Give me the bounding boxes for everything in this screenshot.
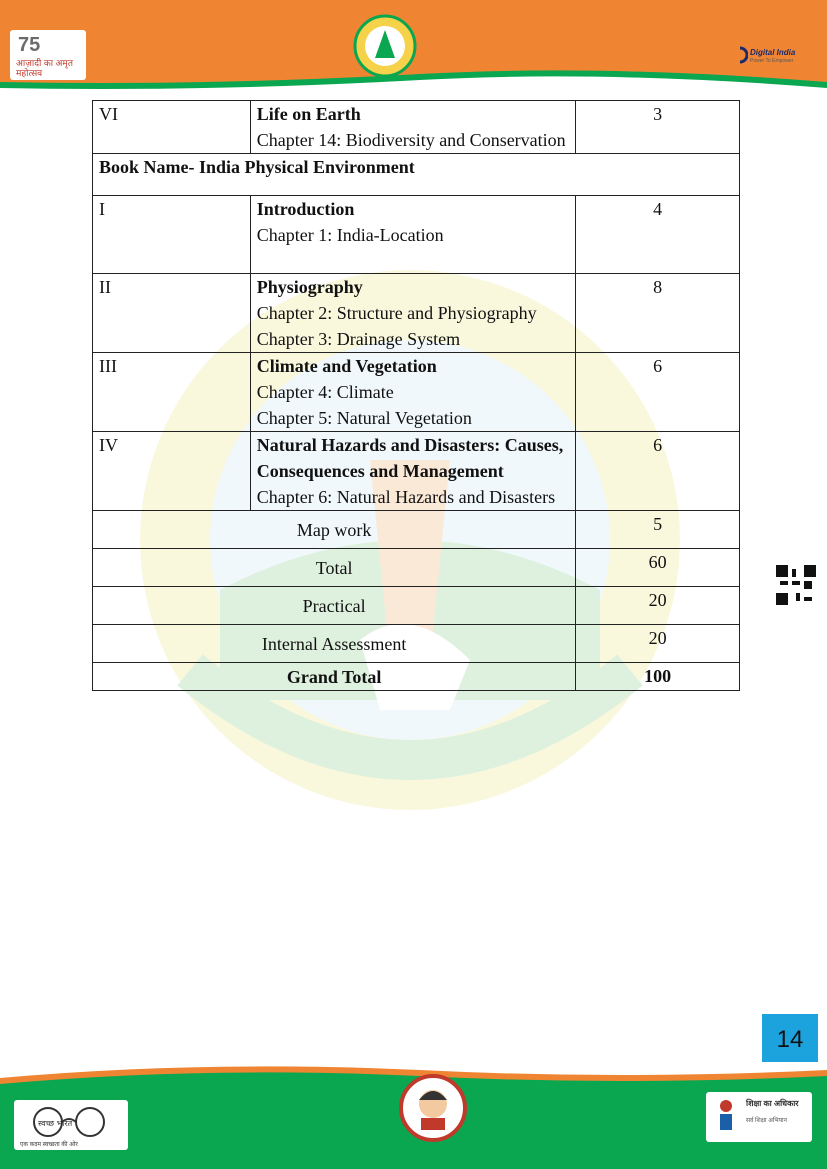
- summary-marks: 5: [576, 511, 740, 549]
- book-name: Book Name- India Physical Environment: [99, 157, 415, 177]
- summary-label: Practical: [93, 587, 576, 625]
- header-band: [0, 0, 827, 100]
- table-row: [93, 154, 740, 196]
- marks-cell: 4: [576, 196, 740, 274]
- chapter-text: Chapter 6: Natural Hazards and Disasters: [256, 487, 556, 507]
- swachh-bharat-logo: [14, 1100, 128, 1150]
- chapter-text: Chapter 3: Drainage System: [256, 329, 461, 349]
- table-row: [93, 432, 740, 511]
- unit-title: Life on Earth: [256, 104, 361, 124]
- marks-cell: 3: [576, 101, 740, 154]
- content-cell: [250, 432, 576, 511]
- chapter-text: Chapter 1: India-Location: [256, 225, 444, 245]
- table-row: [93, 511, 740, 549]
- table-row: [93, 587, 740, 625]
- content-cell: [250, 196, 576, 274]
- digital-india-logo: [728, 40, 798, 70]
- table-row: [93, 196, 740, 274]
- summary-label: Map work: [93, 511, 576, 549]
- digital-india-text: Digital India: [750, 48, 796, 57]
- unit-title: Natural Hazards and Disasters: Causes, Consequences and Management: [256, 435, 564, 481]
- summary-marks: 20: [576, 587, 740, 625]
- digital-india-tagline: Power To Empower: [750, 58, 794, 64]
- table-row: [93, 353, 740, 432]
- summary-label: Total: [93, 549, 576, 587]
- qr-code-icon[interactable]: [776, 565, 816, 605]
- unit-title: Climate and Vegetation: [256, 356, 437, 376]
- book-name-cell: [93, 154, 740, 196]
- table-row: [93, 663, 740, 691]
- shiksha-subtitle: सर्व शिक्षा अभियान: [746, 1118, 787, 1124]
- spectacles-icon: [24, 1104, 114, 1138]
- grand-total-label: [93, 663, 576, 691]
- page-number: 14: [762, 1014, 818, 1062]
- marks-cell: 6: [576, 432, 740, 511]
- syllabus-table: [92, 100, 740, 691]
- unit-title: Introduction: [256, 199, 355, 219]
- summary-marks: 20: [576, 625, 740, 663]
- content-cell: [250, 101, 576, 154]
- content-cell: [250, 274, 576, 353]
- grand-total-marks-text: 100: [644, 666, 672, 686]
- azadi-logo: [10, 30, 86, 80]
- azadi-logo-subtitle: आज़ादी का अमृत महोत्सव: [16, 58, 73, 78]
- marks-cell: 8: [576, 274, 740, 353]
- azadi-logo-number: 75: [18, 34, 41, 56]
- unit-cell: III: [93, 353, 251, 432]
- digital-india-icon: [728, 42, 748, 68]
- unit-cell: IV: [93, 432, 251, 511]
- unit-title: Physiography: [256, 277, 363, 297]
- table-row: [93, 274, 740, 353]
- chapter-text: Chapter 5: Natural Vegetation: [256, 408, 472, 428]
- unit-cell: I: [93, 196, 251, 274]
- table-row: [93, 625, 740, 663]
- summary-label: Internal Assessment: [93, 625, 576, 663]
- chapter-text: Chapter 14: Biodiversity and Conservation: [256, 130, 566, 150]
- unit-cell: VI: [93, 101, 251, 154]
- children-icon: [710, 1098, 742, 1136]
- table-row: [93, 549, 740, 587]
- swachh-caption: एक कदम स्वच्छता की ओर: [20, 1142, 78, 1148]
- chapter-text: Chapter 2: Structure and Physiography: [256, 303, 537, 323]
- content-cell: [250, 353, 576, 432]
- marks-cell: 6: [576, 353, 740, 432]
- shiksha-logo: [706, 1092, 812, 1142]
- table-row: [93, 101, 740, 154]
- swachh-logo-text: स्वच्छ भारत: [38, 1119, 73, 1128]
- grand-total-marks: [576, 663, 740, 691]
- shiksha-title: शिक्षा का अधिकार: [746, 1099, 799, 1108]
- grand-total-label-text: Grand Total: [286, 666, 382, 687]
- unit-cell: II: [93, 274, 251, 353]
- summary-marks: 60: [576, 549, 740, 587]
- chapter-text: Chapter 4: Climate: [256, 382, 394, 402]
